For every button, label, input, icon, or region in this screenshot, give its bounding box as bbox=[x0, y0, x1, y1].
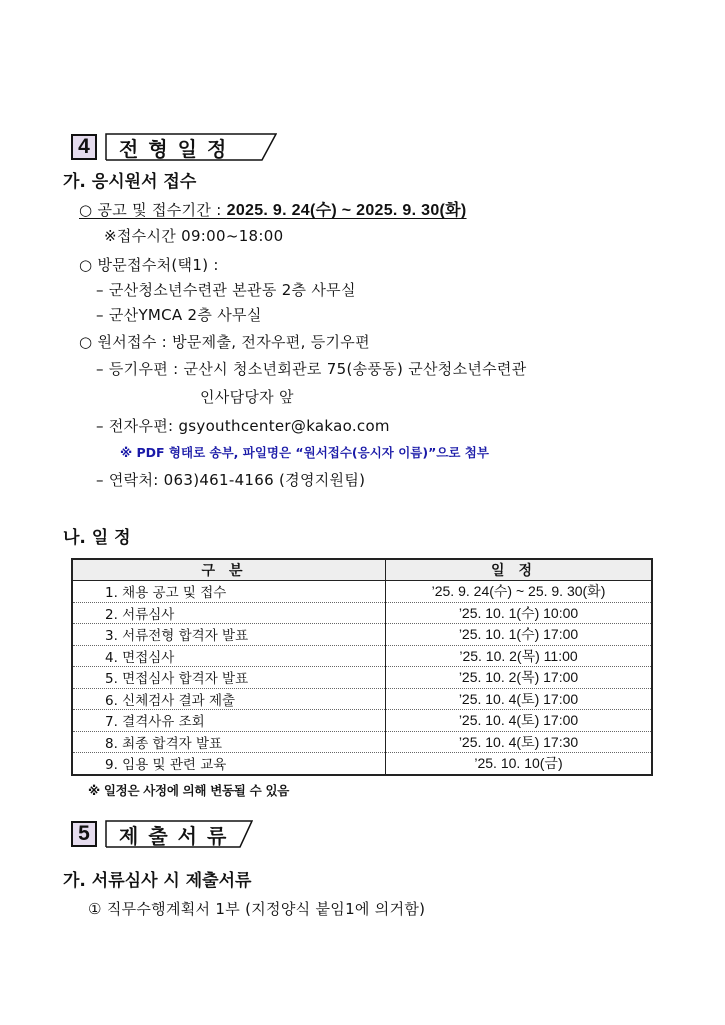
section-title: 제출서류 bbox=[119, 823, 237, 848]
subsection-heading-documents: 가. 서류심사 시 제출서류 bbox=[63, 871, 252, 891]
table-row bbox=[72, 710, 652, 732]
section-title-box bbox=[105, 820, 253, 848]
step-name: 9. 임용 및 관련 교육 bbox=[72, 753, 386, 775]
email-file-note: ※ PDF 형태로 송부, 파일명은 “원서접수(응시자 이름)”으로 첨부 bbox=[120, 445, 489, 460]
table-row bbox=[72, 667, 652, 689]
table-row bbox=[72, 731, 652, 753]
schedule-change-note: ※ 일정은 사정에 의해 변동될 수 있음 bbox=[88, 783, 290, 798]
step-name: 1. 채용 공고 및 접수 bbox=[72, 581, 386, 603]
step-date: ’25. 10. 1(수) 10:00 bbox=[386, 602, 653, 624]
step-date: ’25. 10. 2(목) 11:00 bbox=[386, 645, 653, 667]
step-date: ’25. 10. 4(토) 17:30 bbox=[386, 731, 653, 753]
step-name: 4. 면접심사 bbox=[72, 645, 386, 667]
table-row bbox=[72, 688, 652, 710]
section-number-box: 5 bbox=[71, 821, 97, 847]
registered-mail-address: – 등기우편 : 군산시 청소년회관로 75(송풍동) 군산청소년수련관 bbox=[96, 360, 527, 378]
step-date: ’25. 10. 4(토) 17:00 bbox=[386, 710, 653, 732]
table-row bbox=[72, 581, 652, 603]
application-period bbox=[79, 197, 467, 220]
contact-info: – 연락처: 063)461-4166 (경영지원팀) bbox=[96, 471, 366, 489]
registered-mail-recipient: 인사담당자 앞 bbox=[200, 388, 294, 406]
table-row bbox=[72, 645, 652, 667]
section-title-box bbox=[105, 133, 277, 161]
section-4-header bbox=[71, 133, 277, 161]
step-date: ’25. 10. 2(목) 17:00 bbox=[386, 667, 653, 689]
schedule-table bbox=[71, 558, 653, 776]
application-methods: ○ 원서접수 : 방문제출, 전자우편, 등기우편 bbox=[79, 333, 370, 351]
step-name: 7. 결격사유 조회 bbox=[72, 710, 386, 732]
step-name: 8. 최종 합격자 발표 bbox=[72, 731, 386, 753]
step-name: 5. 면접심사 합격자 발표 bbox=[72, 667, 386, 689]
table-header-row bbox=[72, 559, 652, 581]
subsection-heading-application: 가. 응시원서 접수 bbox=[63, 172, 197, 192]
visit-place-item: – 군산YMCA 2층 사무실 bbox=[96, 306, 262, 324]
period-value: 2025. 9. 24(수) ~ 2025. 9. 30(화) bbox=[226, 202, 467, 219]
period-label: ○ 공고 및 접수기간 : bbox=[79, 201, 227, 219]
reception-time-note: ※접수시간 09:00~18:00 bbox=[104, 227, 284, 245]
visit-place-item: – 군산청소년수련관 본관동 2층 사무실 bbox=[96, 281, 356, 299]
step-name: 6. 신체검사 결과 제출 bbox=[72, 688, 386, 710]
table-row bbox=[72, 624, 652, 646]
table-row bbox=[72, 602, 652, 624]
step-date: ’25. 10. 1(수) 17:00 bbox=[386, 624, 653, 646]
step-name: 2. 서류심사 bbox=[72, 602, 386, 624]
step-date: ’25. 10. 4(토) 17:00 bbox=[386, 688, 653, 710]
column-header-category: 구분 bbox=[72, 559, 386, 581]
section-number-box: 4 bbox=[71, 134, 97, 160]
email-address: – 전자우편: gsyouthcenter@kakao.com bbox=[96, 417, 390, 435]
step-date: ’25. 10. 10(금) bbox=[474, 755, 563, 772]
section-title: 전형일정 bbox=[119, 136, 237, 161]
document-item: ① 직무수행계획서 1부 (지정양식 붙임1에 의거함) bbox=[88, 900, 426, 918]
column-header-schedule: 일정 bbox=[386, 559, 653, 581]
visit-places-label: ○ 방문접수처(택1) : bbox=[79, 256, 219, 274]
step-name: 3. 서류전형 합격자 발표 bbox=[72, 624, 386, 646]
subsection-heading-schedule: 나. 일 정 bbox=[63, 528, 131, 548]
step-date: ’25. 9. 24(수) ~ 25. 9. 30(화) bbox=[386, 581, 653, 603]
section-5-header bbox=[71, 820, 253, 848]
table-row bbox=[72, 753, 652, 775]
